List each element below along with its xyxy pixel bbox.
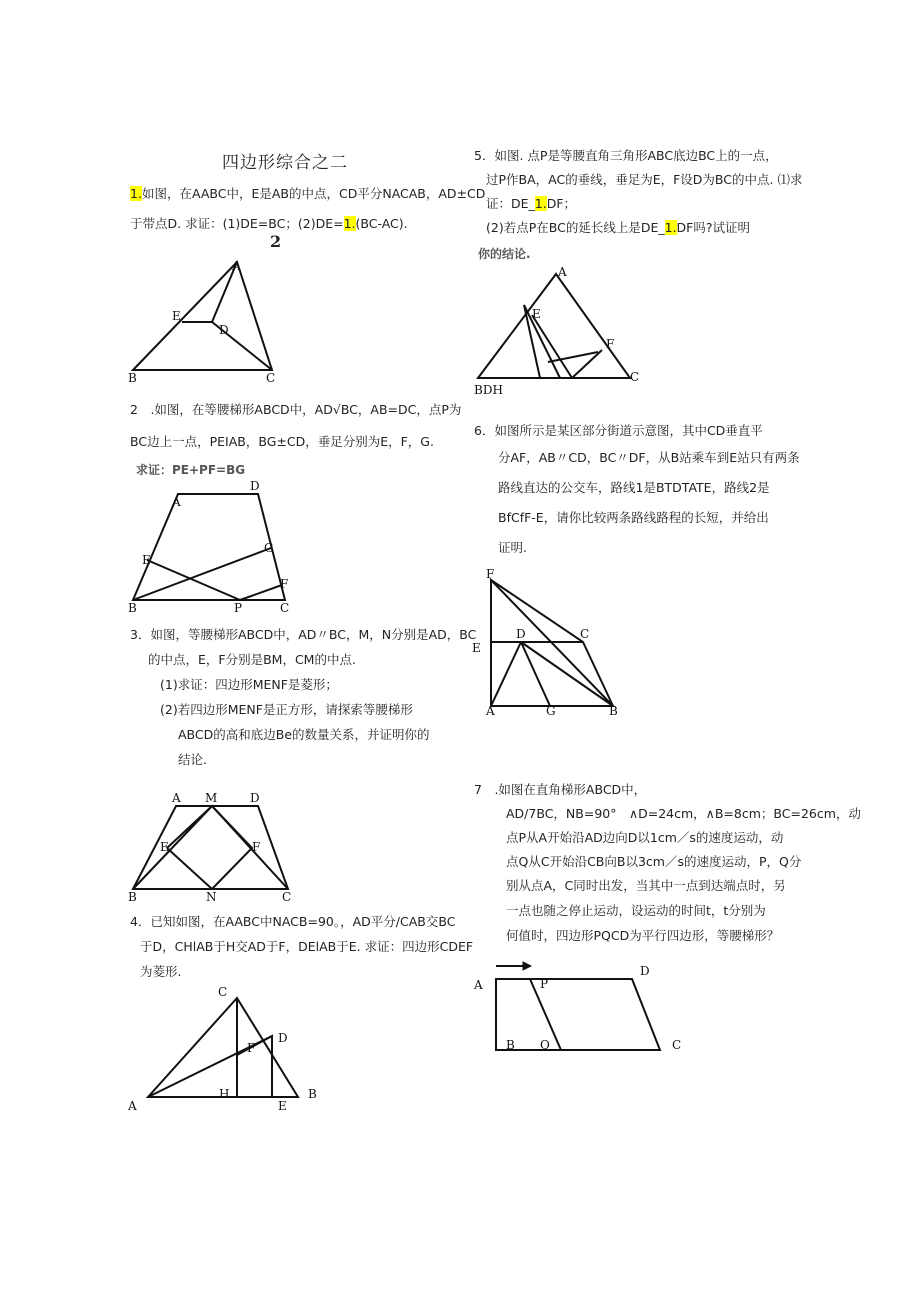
- fig2-label-D: D: [250, 479, 260, 493]
- fig4-label-D: D: [278, 1031, 288, 1045]
- p6-line3: 路线直达的公交车，路线1是BTDTATE，路线2是: [498, 480, 770, 495]
- page-title: 四边形综合之二: [222, 153, 348, 173]
- p3-line1: 3．如图，等腰梯形ABCD中，AD〃BC，M，N分别是AD，BC: [130, 627, 477, 642]
- p6-line5: 证明.: [498, 540, 527, 555]
- p5-highlight-1: 1.: [534, 196, 547, 211]
- p6-line4: BfCfF-E，请你比较两条路线路程的长短，并给出: [498, 510, 769, 525]
- fig7-label-D: D: [640, 964, 650, 978]
- fig7-label-B: B: [506, 1038, 515, 1052]
- fig6-label-E: E: [472, 641, 481, 655]
- p5-line1: 5．如图. 点P是等腰直角三角形ABC底边BC上的一点，: [474, 148, 778, 163]
- p1-line2: 于带点D. 求证：(1)DE=BC；(2)DE=1.(BC-AC).: [130, 216, 408, 231]
- p6-line1: 6．如图所示是某区部分街道示意图，其中CD垂直平: [474, 423, 763, 438]
- p2-handwritten: 求证：PE+PF=BG: [136, 463, 246, 477]
- fig6-label-A: A: [486, 704, 495, 718]
- fig1-label-E: E: [172, 309, 181, 323]
- fig4-label-A: A: [128, 1099, 137, 1113]
- fig2-label-F: F: [280, 577, 289, 591]
- fig2-label-B: B: [128, 601, 137, 615]
- fig7-label-A: A: [474, 978, 483, 992]
- p7-line4: 点Q从C开始沿CB向B以3cm／s的速度运动，P，Q分: [506, 854, 802, 869]
- p6-line2: 分AF，AB〃CD，BC〃DF，从B站乘车到E站只有两条: [498, 450, 800, 465]
- p3-line6: 结论.: [178, 752, 207, 767]
- fig2-label-E: E: [142, 553, 151, 567]
- fig2-label-G: G: [264, 541, 274, 555]
- fig1-label-D: D: [219, 323, 229, 337]
- p5-line2: 过P作BA，AC的垂线，垂足为E，F设D为BC的中点. ⑴求: [486, 172, 803, 187]
- fig2-label-A: A: [172, 495, 181, 509]
- fig7-label-Q: Q: [540, 1038, 550, 1052]
- p5-handwritten: 你的结论.: [478, 247, 531, 261]
- p3-line3: (1)求证：四边形MENF是菱形；: [160, 677, 338, 692]
- fig3-label-C: C: [282, 890, 292, 904]
- fig3-label-D: D: [250, 791, 260, 805]
- fig3-label-M: M: [205, 791, 218, 805]
- fig1-label-B: B: [128, 371, 137, 385]
- fig1-label-A: A: [232, 259, 241, 273]
- p3-line2: 的中点，E，F分别是BM，CM的中点.: [148, 652, 356, 667]
- fig4-label-B: B: [308, 1087, 317, 1101]
- p7-line1: 7 .如图在直角梯形ABCD中，: [474, 782, 647, 797]
- p1-line1: 1.如图，在AABC中，E是AB的中点，CD平分NACAB，AD±CD: [130, 186, 486, 201]
- fig3-label-N: N: [206, 890, 217, 904]
- p7-line5: 别从点A，C同时出发，当其中一点到达端点时，另: [506, 878, 786, 893]
- p3-line4: (2)若四边形MENF是正方形，请探索等腰梯形: [160, 702, 413, 717]
- fig6-label-G: G: [546, 704, 556, 718]
- p7-line7: 何值时，四边形PQCD为平行四边形，等腰梯形？: [506, 928, 780, 943]
- p1-number: 1.: [130, 186, 142, 201]
- fig5-label-F: F: [606, 337, 615, 351]
- fig5-label-C: C: [630, 370, 640, 384]
- p7-line3: 点P从A开始沿AD边向D以1cm／s的速度运动，动: [506, 830, 784, 845]
- fig3-label-B: B: [128, 890, 137, 904]
- fig5-label-A: A: [558, 265, 567, 279]
- fig6-label-D: D: [516, 627, 526, 641]
- p4-line1: 4．已知如图，在AABC中NACB=90。，AD平分/CAB交BC: [130, 914, 456, 929]
- fig6-label-C: C: [580, 627, 590, 641]
- fig7-label-P: P: [540, 977, 549, 991]
- fig7-label-C: C: [672, 1038, 682, 1052]
- fig2-label-P: P: [234, 601, 243, 615]
- fig3-label-A: A: [172, 791, 181, 805]
- fig5-label-BDH: BDH: [474, 383, 503, 397]
- fig1-label-C: C: [266, 371, 276, 385]
- fig4-label-E: E: [278, 1099, 287, 1113]
- p4-line3: 为菱形.: [140, 964, 182, 979]
- fig4-label-F: F: [247, 1041, 256, 1055]
- p4-line2: 于D，CHlAB于H交AD于F，DElAB于E. 求证：四边形CDEF: [140, 939, 474, 954]
- p5-highlight-2: 1.: [664, 220, 677, 235]
- fig6-label-F: F: [486, 567, 495, 581]
- fig3-label-E: E: [160, 840, 169, 854]
- p1-denominator: 2: [270, 232, 282, 251]
- p7-line2: AD/7BC，NB=90° ∧D=24cm，∧B=8cm；BC=26cm，动: [506, 806, 861, 821]
- fig6-label-B: B: [609, 704, 618, 718]
- p2-line2: BC边上一点，PEIAB，BG±CD，垂足分别为E，F，G.: [130, 434, 434, 449]
- fig4-label-C: C: [218, 985, 228, 999]
- p5-line3: 证：DE_1.DF；: [486, 196, 577, 211]
- fig2-label-C: C: [280, 601, 290, 615]
- fig4-label-H: H: [219, 1087, 230, 1101]
- fig5-label-E: E: [532, 307, 541, 321]
- p1-highlight: 1.: [343, 216, 356, 231]
- p7-line6: 一点也随之停止运动，设运动的时间t，t分别为: [506, 903, 766, 918]
- p5-line4: (2)若点P在BC的延长线上是DE_1.DF吗?试证明: [486, 220, 750, 235]
- p3-line5: ABCD的高和底边Be的数量关系，并证明你的: [178, 727, 430, 742]
- fig3-label-F: F: [252, 840, 261, 854]
- p2-line1: 2 .如图，在等腰梯形ABCD中，AD√BC，AB=DC，点P为: [130, 402, 462, 417]
